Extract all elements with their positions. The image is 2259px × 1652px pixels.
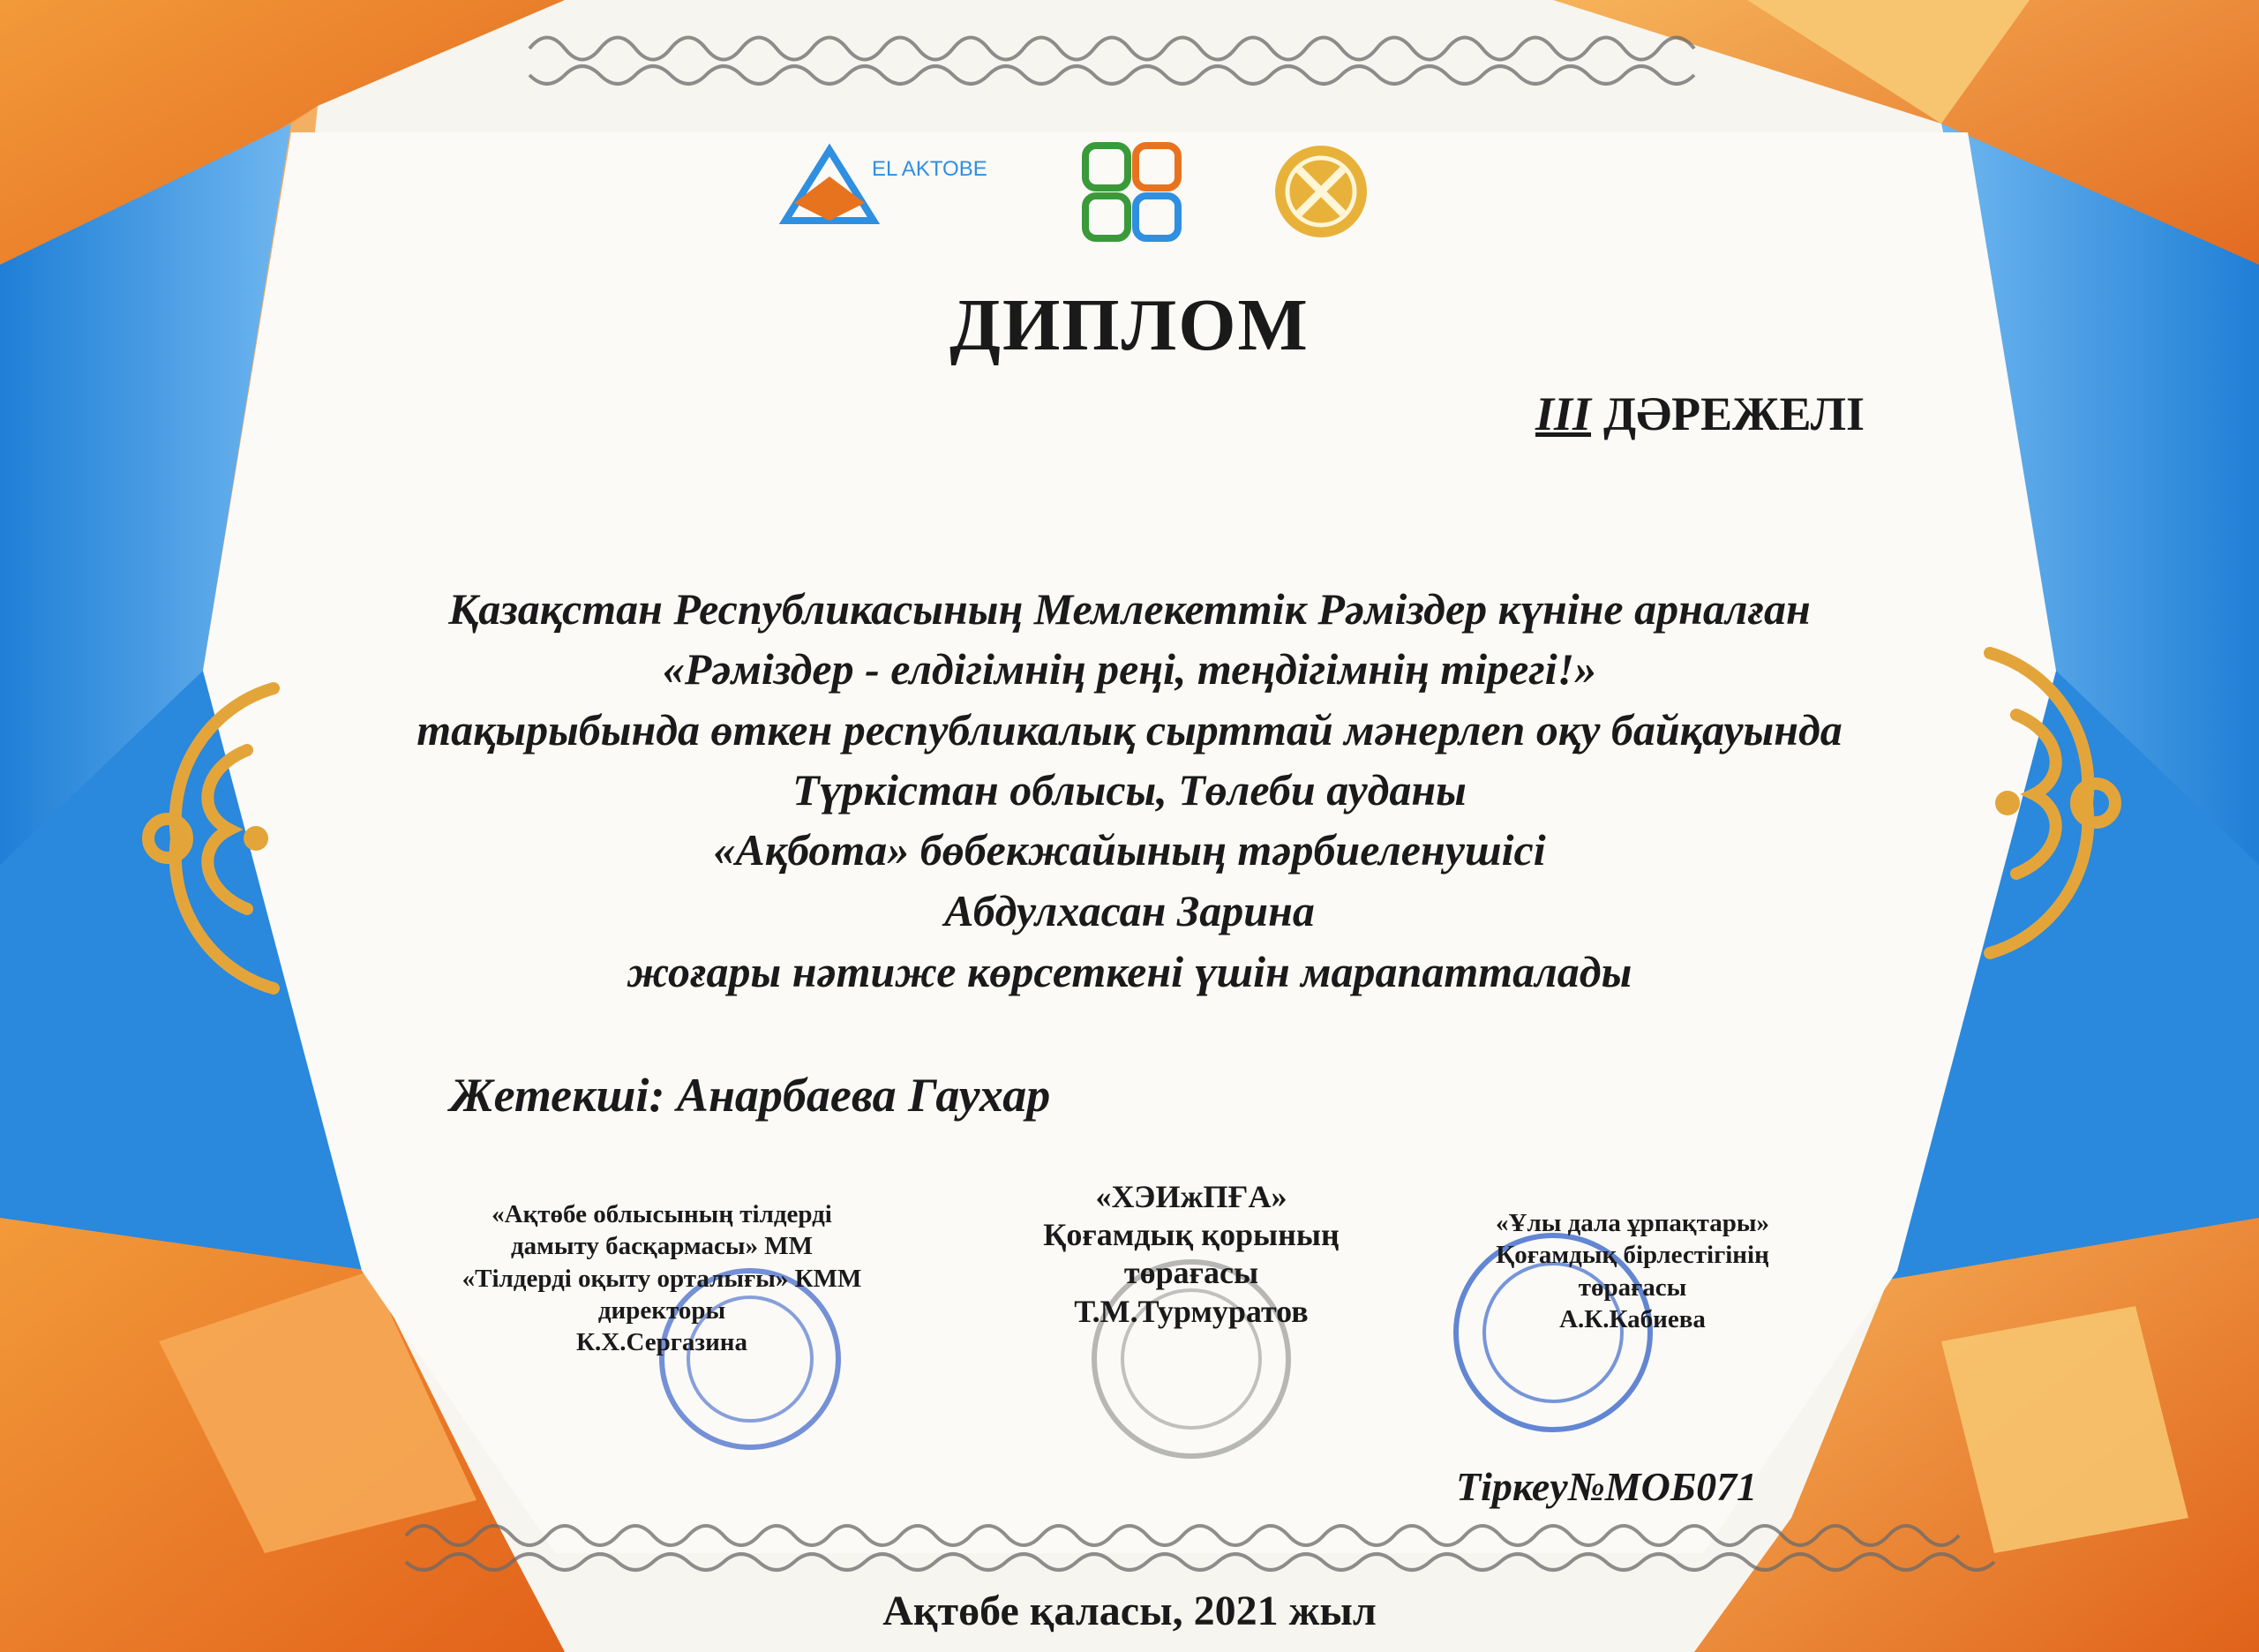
- signature-right-line-2: Қоғамдық бірлестігінің: [1496, 1241, 1769, 1270]
- signature-right-line-4: А.К.Кабиева: [1559, 1304, 1706, 1333]
- great-steppe-logo-icon: [1271, 141, 1372, 243]
- body-line-4: Түркістан облысы, Төлеби ауданы: [792, 765, 1467, 815]
- signature-right-line-3: төрағасы: [1578, 1273, 1687, 1302]
- body-line-1: Қазақстан Республикасының Мемлекеттік Рәміздер күніне арналған: [448, 584, 1811, 634]
- signature-middle: [997, 1178, 1385, 1331]
- footer-city-year: Ақтөбе қаласы, 2021 жыл: [882, 1588, 1377, 1634]
- degree-line: [1535, 387, 1865, 441]
- leader-line: Жетекші: Анарбаева Гаухар: [450, 1069, 1051, 1122]
- signature-middle-line-2: Қоғамдық қорының: [1043, 1217, 1340, 1253]
- body-line-5: «Ақбота» бөбекжайының тәрбиеленушісі: [713, 825, 1546, 875]
- body-line-7: жоғары нәтиже көрсеткені үшін марапатталады: [627, 947, 1632, 996]
- body-line-2: «Рәміздер - елдігімнің реңі, теңдігімнің тірегі!»: [662, 644, 1597, 694]
- signature-middle-line-3: төрағасы: [1123, 1255, 1259, 1291]
- signature-left-line-2: дамыту басқармасы» ММ: [510, 1232, 813, 1261]
- signature-left-line-5: К.Х.Сергазина: [575, 1328, 747, 1356]
- signature-right: [1447, 1207, 1818, 1335]
- fund-logo-icon: [1081, 141, 1182, 243]
- signature-left-line-3: «Тілдерді оқыту орталығы» КММ: [462, 1264, 862, 1293]
- body-line-3: тақырыбында өткен республикалық сырттай мәнерлеп оқу байқауында: [417, 705, 1842, 755]
- signature-middle-line-1: «ХЭИжПҒА»: [1095, 1179, 1287, 1214]
- aktobe-emblem-icon: [777, 141, 882, 229]
- registration-number: Тіркеу№МОБ071: [1456, 1464, 1758, 1509]
- el-aktobe-logo: [777, 141, 1032, 229]
- signature-middle-line-4: Т.М.Турмуратов: [1074, 1293, 1309, 1329]
- logo-text: EL AKTOBE: [872, 157, 987, 181]
- degree-numeral: III: [1535, 387, 1592, 440]
- degree-word: ДӘРЕЖЕЛІ: [1603, 387, 1865, 440]
- recipient-name: Абдулхасан Зарина: [944, 886, 1315, 935]
- signature-right-line-1: «Ұлы дала ұрпақтары»: [1496, 1209, 1769, 1237]
- signature-left: [441, 1198, 882, 1358]
- signature-left-line-4: директоры: [597, 1295, 726, 1325]
- diploma-title: ДИПЛОМ: [949, 284, 1310, 366]
- signature-left-line-1: «Ақтөбе облысының тілдерді: [492, 1200, 832, 1228]
